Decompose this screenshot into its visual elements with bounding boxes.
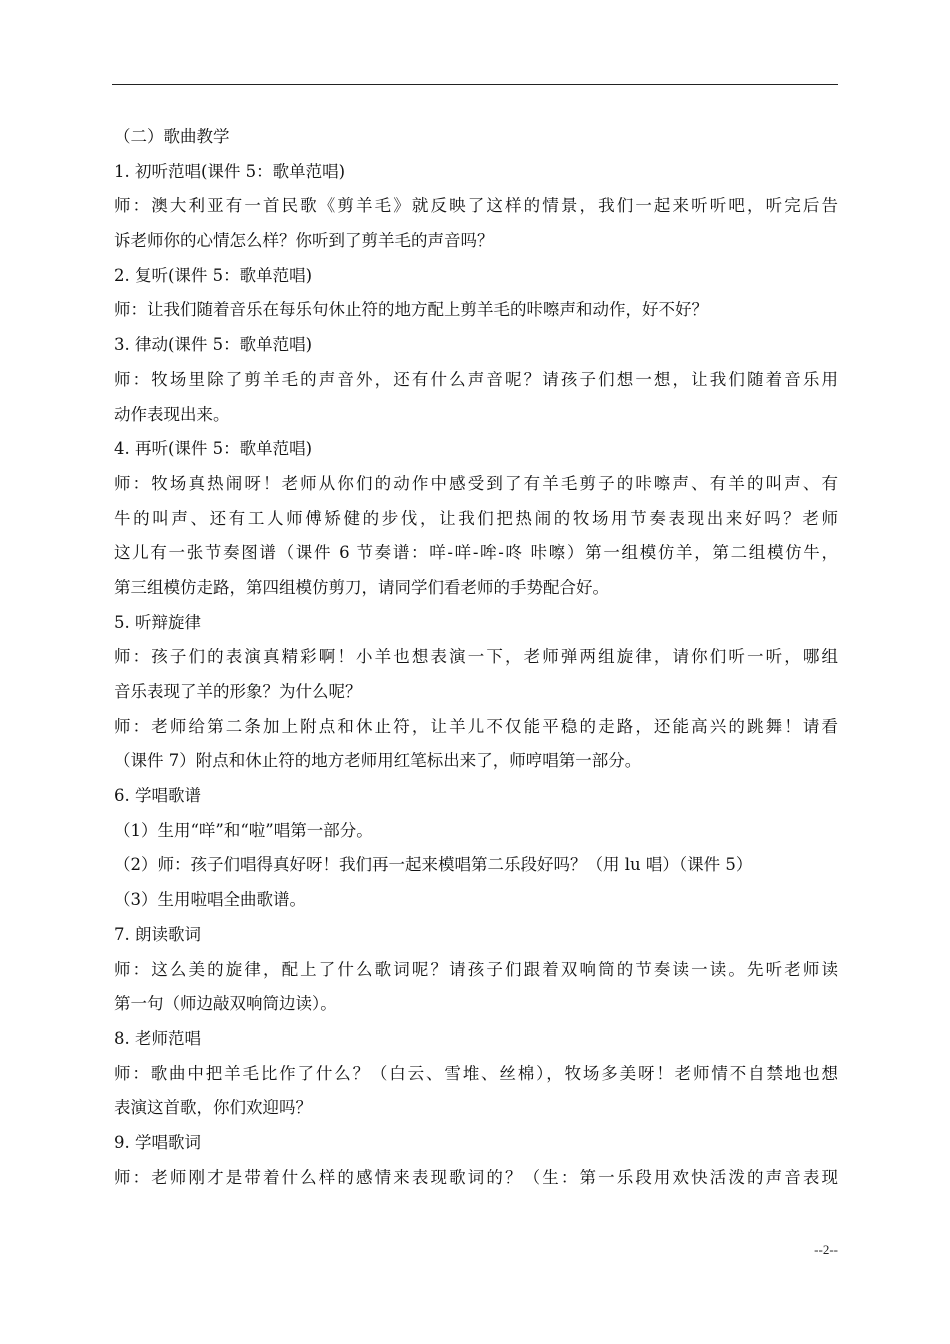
text-line: 师：老师刚才是带着什么样的感情来表现歌词的？（生：第一乐段用欢快活泼的声音表现 <box>114 1167 838 1187</box>
text-line: 7. 朗读歌词 <box>114 924 201 944</box>
text-line: 音乐表现了羊的形象？为什么呢？ <box>114 682 362 701</box>
text-line: （二）歌曲教学 <box>114 127 230 146</box>
text-line: 诉老师你的心情怎么样？你听到了剪羊毛的声音吗？ <box>114 231 494 251</box>
text-line: 表演这首歌，你们欢迎吗？ <box>114 1098 312 1118</box>
text-line: 6. 学唱歌谱 <box>114 786 201 806</box>
text-line: 师：老师给第二条加上附点和休止符，让羊儿不仅能平稳的走路，还能高兴的跳舞！请看 <box>114 716 838 736</box>
text-line: （2）师：孩子们唱得真好呀！我们再一起来模唱第二乐段好吗？（用 lu 唱）（课件 5） <box>114 855 753 875</box>
text-line: 第一句（师边敲双响筒边读）。 <box>114 994 337 1014</box>
text-line: 3. 律动(课件 5：歌单范唱) <box>114 335 313 355</box>
text-line: 师：这么美的旋律，配上了什么歌词呢？请孩子们跟着双响筒的节奏读一读。先听老师读 <box>114 959 838 979</box>
text-line: 8. 老师范唱 <box>114 1028 201 1048</box>
text-line: 师：牧场里除了剪羊毛的声音外，还有什么声音呢？请孩子们想一想，让我们随着音乐用 <box>114 369 838 389</box>
page-number: --2-- <box>814 1242 838 1257</box>
text-line: 动作表现出来。 <box>114 404 230 424</box>
text-line: 师：孩子们的表演真精彩啊！小羊也想表演一下，老师弹两组旋律，请你们听一听，哪组 <box>114 647 838 667</box>
text-line: 9. 学唱歌词 <box>114 1132 201 1152</box>
text-line: （课件 7）附点和休止符的地方老师用红笔标出来了，师哼唱第一部分。 <box>114 751 642 771</box>
header-rule <box>112 84 838 85</box>
text-line: 师：让我们随着音乐在每乐句休止符的地方配上剪羊毛的咔嚓声和动作，好不好？ <box>114 300 708 320</box>
text-line: 师：牧场真热闹呀！老师从你们的动作中感受到了有羊毛剪子的咔嚓声、有羊的叫声、有 <box>114 473 838 493</box>
text-line: 2. 复听(课件 5：歌单范唱) <box>114 265 313 285</box>
text-line: 这儿有一张节奏图谱（课件 6 节奏谱：咩-咩-哞-咚 咔嚓）第一组模仿羊，第二组模仿牛， <box>114 543 838 563</box>
text-line: 牛的叫声、还有工人师傅矫健的步伐，让我们把热闹的牧场用节奏表现出来好吗？老师 <box>114 508 838 528</box>
document-body <box>114 120 838 1195</box>
text-line: 师：歌曲中把羊毛比作了什么？（白云、雪堆、丝棉），牧场多美呀！老师情不自禁地也想 <box>114 1063 838 1083</box>
text-line: 5. 听辩旋律 <box>114 612 201 632</box>
text-line: 1. 初听范唱(课件 5：歌单范唱) <box>114 161 346 181</box>
text-line: （1）生用“咩”和“啦”唱第一部分。 <box>114 820 373 840</box>
text-line: 第三组模仿走路，第四组模仿剪刀，请同学们看老师的手势配合好。 <box>114 577 609 597</box>
text-line: 师：澳大利亚有一首民歌《剪羊毛》就反映了这样的情景，我们一起来听听吧，听完后告 <box>114 196 838 216</box>
text-line: （3）生用啦唱全曲歌谱。 <box>114 890 306 910</box>
text-line: 4. 再听(课件 5：歌单范唱) <box>114 439 313 459</box>
